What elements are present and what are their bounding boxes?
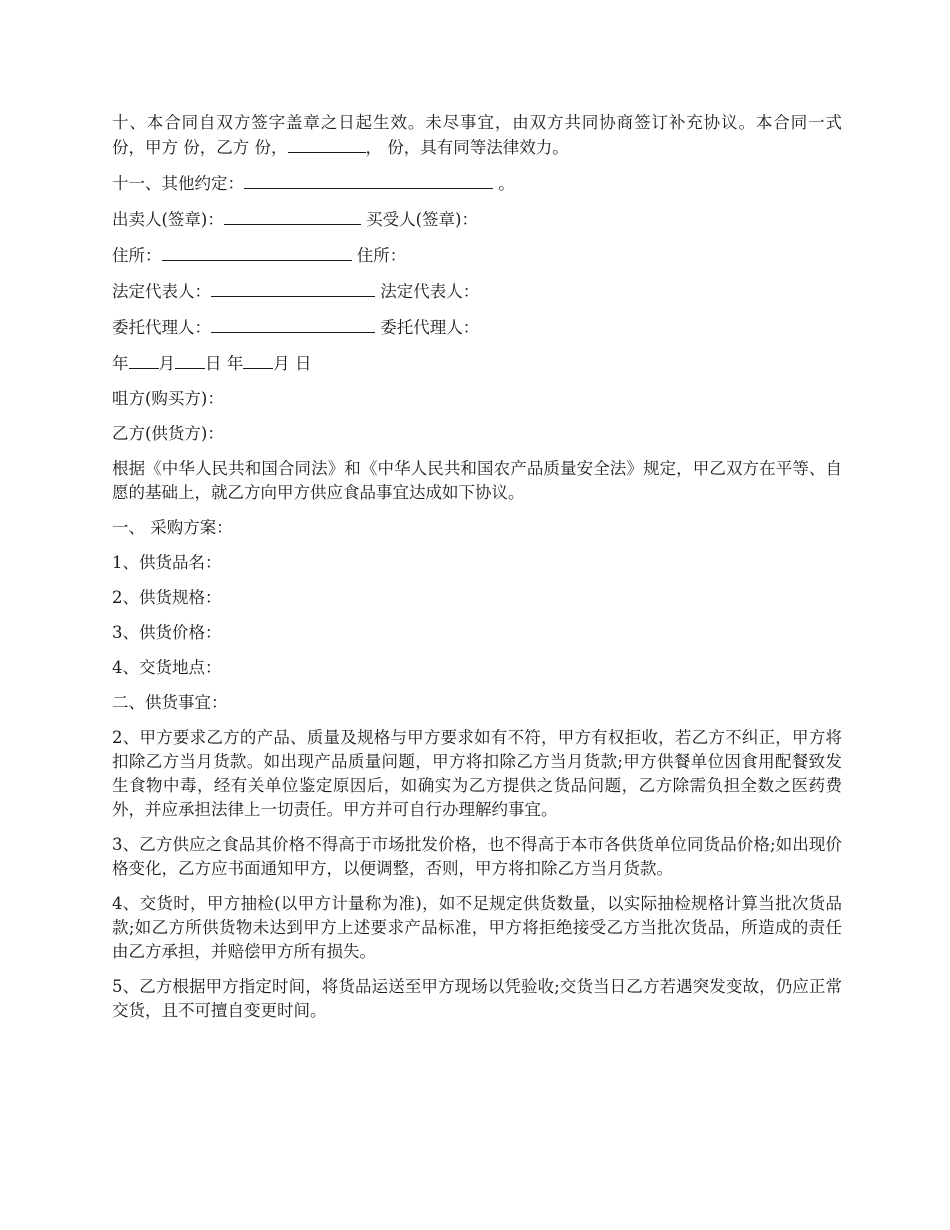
blank-line	[288, 135, 366, 153]
paragraph-5: 5、乙方根据甲方指定时间，将货品运送至甲方现场以凭验收;交货当日乙方若遇突发变故，仍应正常交货，且不可擅自变更时间。	[112, 977, 842, 1020]
buyer-label: 买受人(签章)：	[366, 210, 478, 229]
agent-row	[112, 315, 842, 340]
blank-line	[211, 279, 375, 297]
date-row	[112, 351, 842, 376]
agent-label: 委托代理人：	[112, 318, 211, 337]
preamble: 根据《中华人民共和国合同法》和《中华人民共和国农产品质量安全法》规定，甲乙双方在平等、自愿的基础上，就乙方向甲方供应食品事宜达成如下协议。	[112, 459, 842, 502]
address-label-2: 住所：	[356, 246, 407, 265]
legal-rep-label-2: 法定代表人：	[380, 282, 480, 301]
blank-line	[211, 315, 375, 333]
date-month-day: 月 日	[273, 354, 312, 373]
party-b: 乙方(供货方)：	[112, 424, 224, 443]
list-item: 1、供货品名：	[112, 553, 222, 572]
section-heading-1: 一、 采购方案：	[112, 518, 233, 537]
clause-10	[112, 111, 842, 160]
paragraph-4: 4、交货时，甲方抽检(以甲方计量称为准)，如不足规定供货数量，以实际抽检规格计算当批次货品款;如乙方所供货物未达到甲方上述要求产品标准，甲方将拒绝接受乙方当批次货品，所造成的责任由乙方承担，并赔偿甲方所有损失。	[112, 894, 842, 961]
clause-11-end: 。	[498, 174, 515, 193]
clause-10-text: 十、本合同自双方签字盖章之日起生效。未尽事宜，由双方共同协商签订补充协议。本合同一式 份，甲方 份，乙方 份，	[112, 113, 842, 157]
party-a: 咀方(购买方)：	[112, 389, 224, 408]
legal-rep-row	[112, 279, 842, 304]
legal-rep-label: 法定代表人：	[112, 282, 211, 301]
paragraph-2: 2、甲方要求乙方的产品、质量及规格与甲方要求如有不符，甲方有权拒收，若乙方不纠正，甲方将扣除乙方当月货款。如出现产品质量问题，甲方将扣除乙方当月货款;甲方供餐单位因食用配餐致发生食物中毒，经有关单位鉴定原因后，如确实为乙方提供之货品问题，乙方除需负担全数之医药费外，并应承担法律上一切责任。甲方并可自行办理解约事宜。	[112, 728, 842, 819]
address-row	[112, 243, 842, 268]
blank-line	[243, 351, 273, 369]
blank-line	[224, 207, 361, 225]
agent-label-2: 委托代理人：	[380, 318, 480, 337]
list-item: 4、交货地点：	[112, 658, 222, 677]
list-item: 3、供货价格：	[112, 623, 222, 642]
section-heading-2: 二、供货事宜：	[112, 693, 228, 712]
signature-row	[112, 207, 842, 232]
clause-10-text-end: ， 份，具有同等法律效力。	[365, 138, 569, 157]
address-label: 住所：	[112, 246, 162, 265]
seller-label: 出卖人(签章)：	[112, 210, 224, 229]
date-day-year: 日 年	[205, 354, 244, 373]
date-month: 月	[158, 354, 175, 373]
paragraph-3: 3、乙方供应之食品其价格不得高于市场批发价格，也不得高于本市各供货单位同货品价格;如出现价格变化，乙方应书面通知甲方，以便调整，否则，甲方将扣除乙方当月货款。	[112, 835, 842, 878]
contract-body	[112, 111, 842, 1034]
list-item: 2、供货规格：	[112, 588, 222, 607]
blank-line	[244, 171, 493, 189]
blank-line	[129, 351, 159, 369]
date-year: 年	[112, 354, 129, 373]
clause-11-label: 十一、其他约定：	[112, 174, 244, 193]
clause-11	[112, 171, 842, 196]
blank-line	[162, 243, 352, 261]
blank-line	[175, 351, 205, 369]
